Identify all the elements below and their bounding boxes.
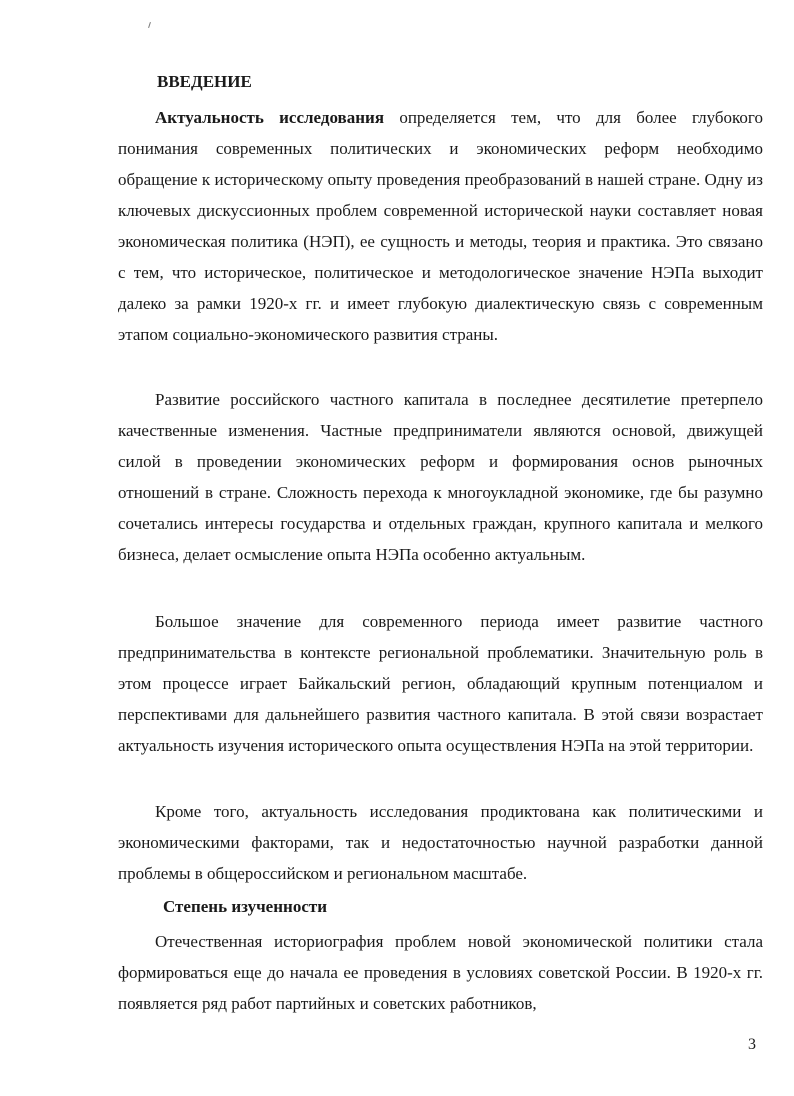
paragraph-historiography: Отечественная историография проблем новой экономической политики стала формироваться еще до начала ее проведения в условиях советской России. В 1920-х гг. появляется ряд работ партийных и советских работников, <box>118 932 763 1013</box>
paragraph-relevance <box>118 102 763 350</box>
paragraph-lead: Актуальность исследования <box>155 108 385 127</box>
paragraph-regional: Большое значение для современного периода имеет развитие частного предпринимательства в контексте региональной проблематики. Значительную роль в этом процессе играет Байкальский регион, обладающий крупным потенциалом и перспективами для дальнейшего развития частного капитала. В этой связи возрастает актуальность изучения исторического опыта осуществления НЭПа на этой территории. <box>118 612 763 755</box>
paragraph-factors: Кроме того, актуальность исследования продиктована как политическими и экономическими факторами, так и недостаточностью научной разработки данной проблемы в общероссийском и региональном масштабе. <box>118 802 763 883</box>
section-subheading: Степень изученности <box>163 897 328 916</box>
paragraph-private-capital: Развитие российского частного капитала в последнее десятилетие претерпело качественные изменения. Частные предприниматели являются основой, движущей силой в проведении экономических реформ и формирования основ рыночных отношений в стране. Сложность перехода к многоукладной экономике, где бы разумно сочетались интересы государства и отдельных граждан, крупного капитала и мелкого бизнеса, делает осмысление опыта НЭПа особенно актуальным. <box>118 390 763 564</box>
paragraph-text: определяется тем, что для более глубокого понимания современных политических и экономических реформ необходимо обращение к историческому опыту проведения преобразований в нашей стране. Одну из ключевых дискуссионных проблем современной исторической науки составляет новая экономическая политика (НЭП), ее сущность и методы, теория и практика. Это связано с тем, что историческое, политическое и методологическое значение НЭПа выходит далеко за рамки 1920-х гг. и имеет глубокую диалектическую связь с современным этапом социально-экономического развития страны. <box>118 108 763 344</box>
page-heading: ВВЕДЕНИЕ <box>157 72 252 91</box>
scan-artifact <box>148 22 151 28</box>
page-number: 3 <box>748 1036 756 1053</box>
